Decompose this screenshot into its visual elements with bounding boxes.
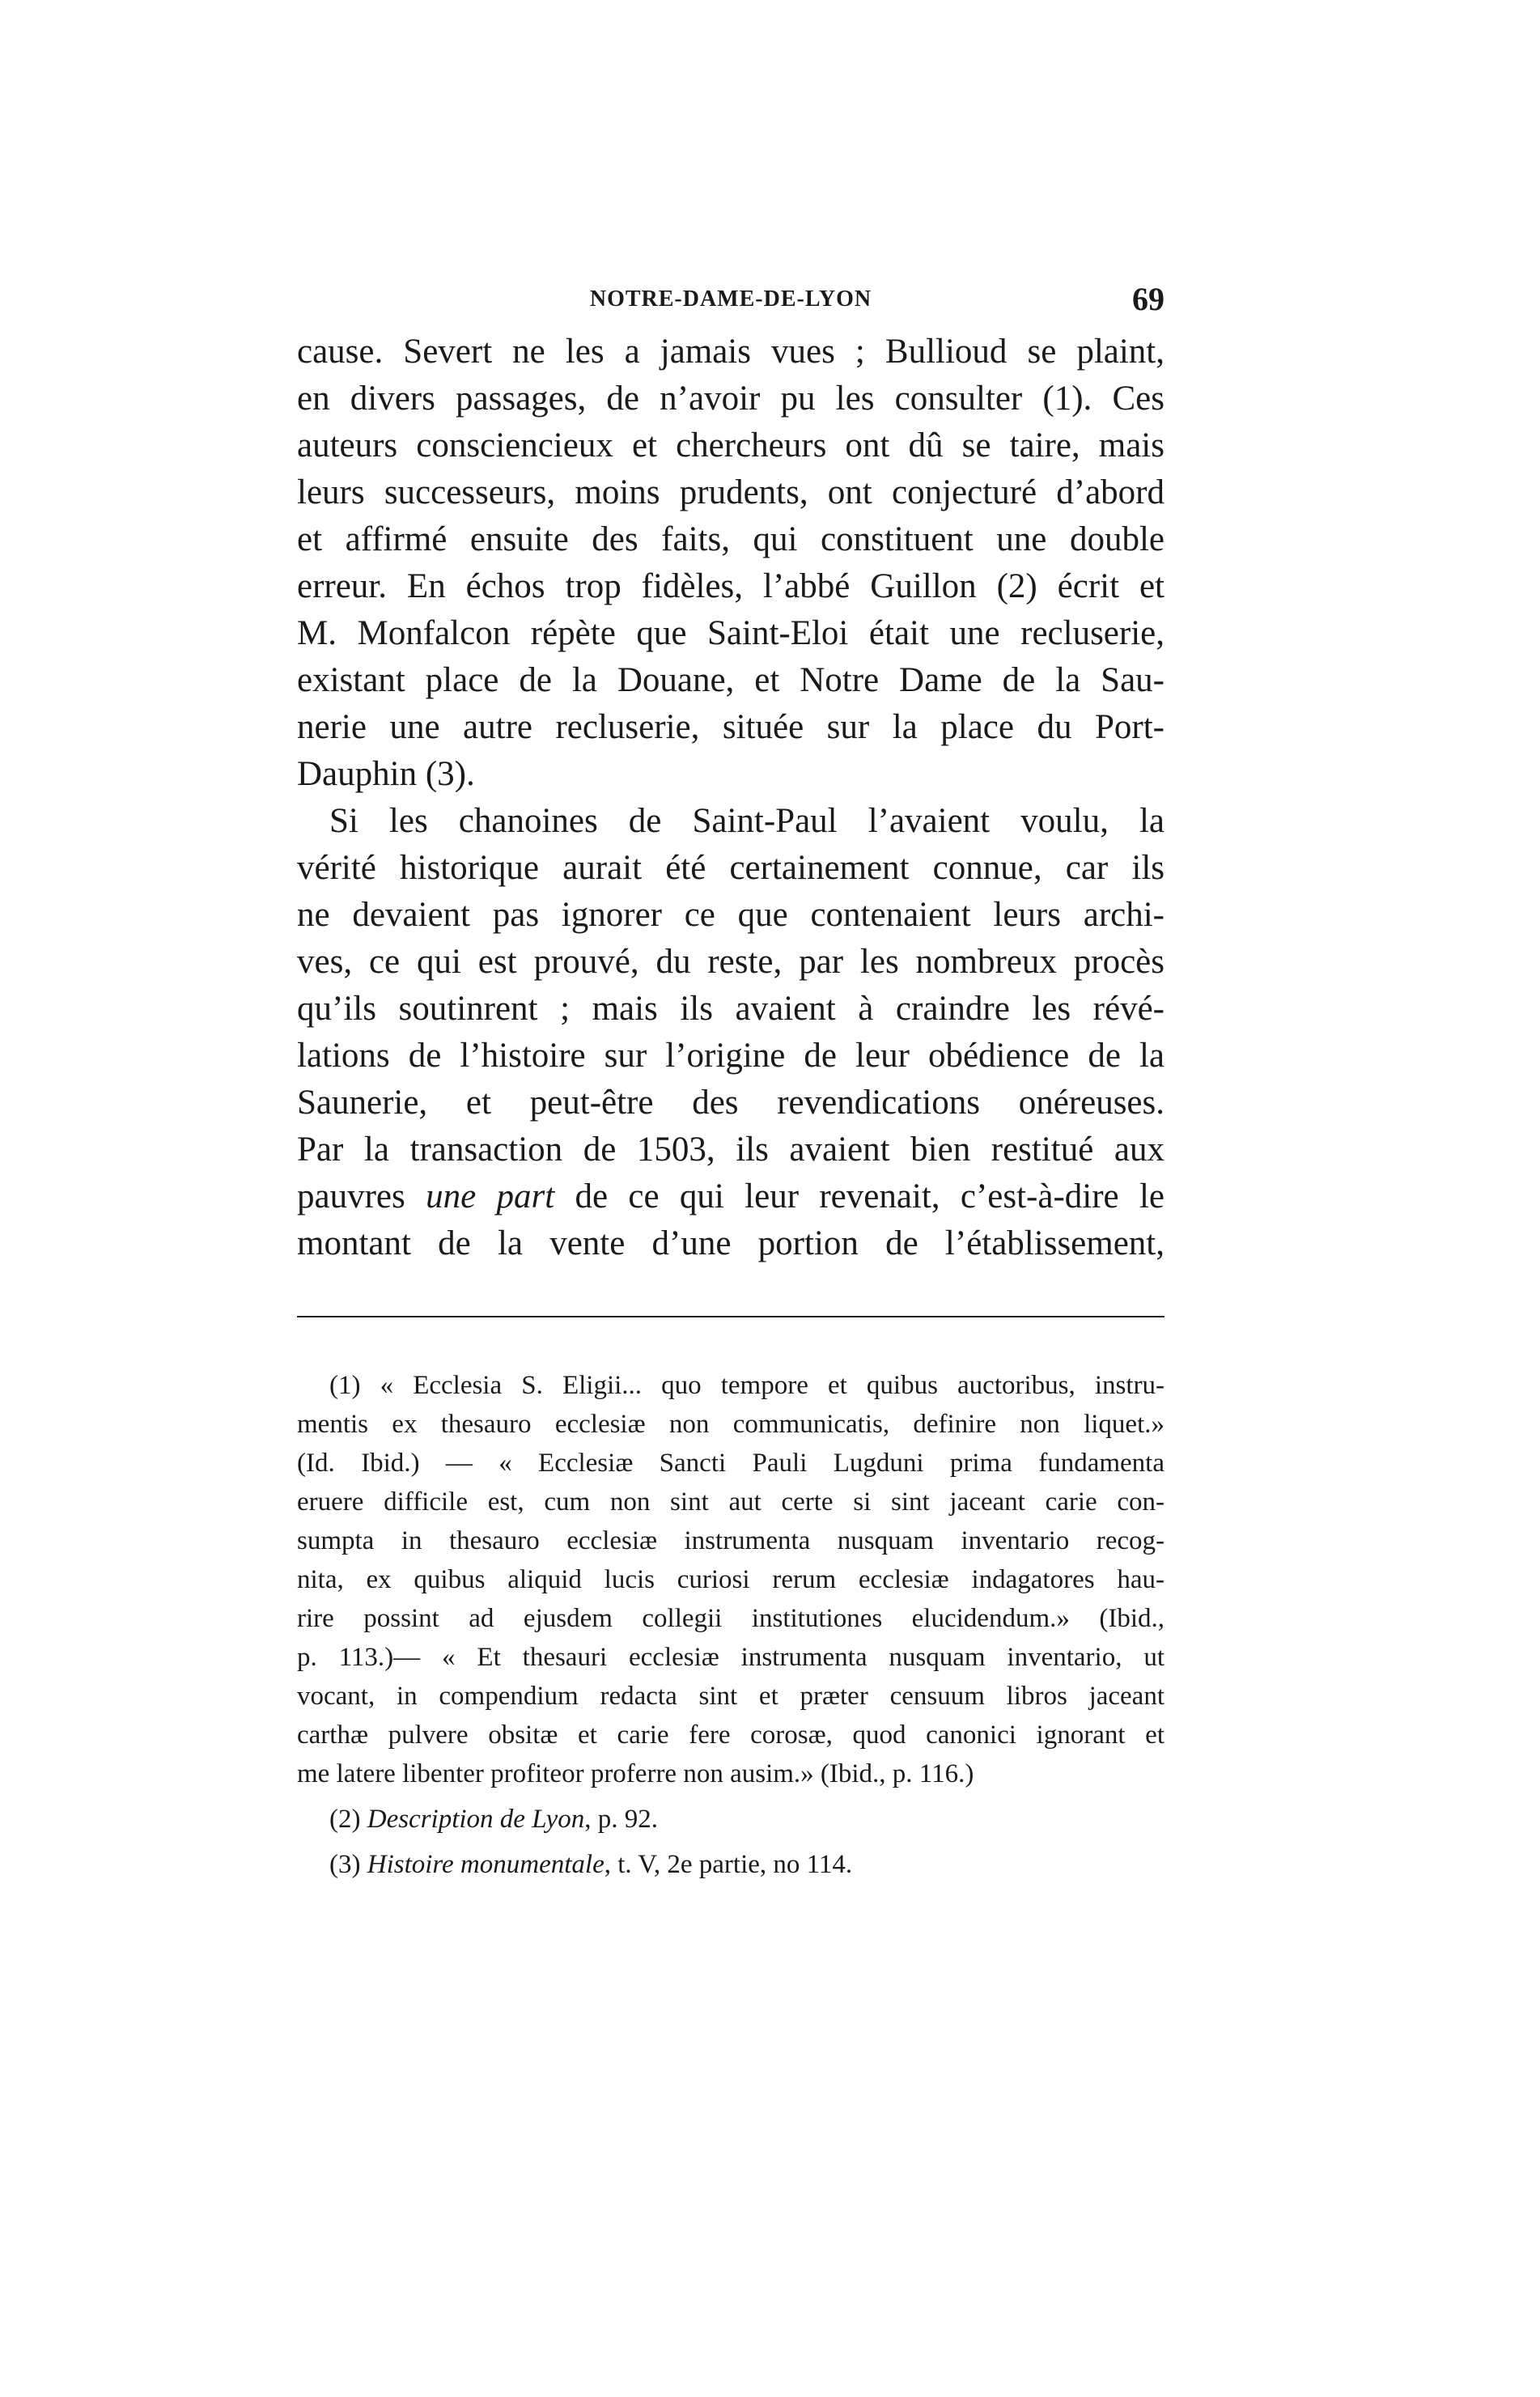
footnote-line: (Id. Ibid.) — « Ecclesiæ Sancti Pauli Lugduni prima fundamenta	[297, 1449, 1165, 1478]
main-text	[297, 329, 1165, 1267]
footnote-line: vocant, in compendium redacta sint et præter censuum libros jaceant	[297, 1682, 1165, 1711]
footnote-marker: (2)	[329, 1805, 367, 1834]
text-line: ne devaient pas ignorer ce que contenaient leurs archi-	[297, 896, 1165, 934]
footnotes	[297, 1366, 1165, 1884]
footnote-line: carthæ pulvere obsitæ et carie fere corosæ, quod canonici ignorant et	[297, 1720, 1165, 1750]
running-title: NOTRE-DAME-DE-LYON	[589, 286, 872, 312]
text-line: montant de la vente d’une portion de l’établissement,	[297, 1224, 1165, 1262]
footnote-2	[297, 1800, 1165, 1839]
footnote-line: me latere libenter profiteor proferre non ausim.» (Ibid., p. 116.)	[297, 1759, 974, 1788]
text-line: et affirmé ensuite des faits, qui constituent une double	[297, 520, 1165, 558]
footnote-line: p. 113.)— « Et thesauri ecclesiæ instrumenta nusquam inventario, ut	[297, 1643, 1165, 1672]
footnote-line: nita, ex quibus aliquid lucis curiosi rerum ecclesiæ indagatores hau-	[297, 1565, 1165, 1594]
footnote-line: eruere difficile est, cum non sint aut certe si sint jaceant carie con-	[297, 1487, 1165, 1517]
footnote-line: (1) « Ecclesia S. Eligii... quo tempore et quibus auctoribus, instru-	[329, 1371, 1165, 1400]
footnote-line: mentis ex thesauro ecclesiæ non communicatis, definire non liquet.»	[297, 1410, 1165, 1439]
text-line: en divers passages, de n’avoir pu les consulter (1). Ces	[297, 380, 1165, 418]
text-line: M. Monfalcon répète que Saint-Eloi était une recluserie,	[297, 614, 1165, 652]
text-line: nerie une autre recluserie, située sur la place du Port-	[297, 708, 1165, 746]
text-line: cause. Severt ne les a jamais vues ; Bullioud se plaint,	[297, 333, 1165, 371]
text-line: ves, ce qui est prouvé, du reste, par les nombreux procès	[297, 943, 1165, 981]
italic-text: Histoire monumentale	[367, 1850, 605, 1879]
text-line: lations de l’histoire sur l’origine de leur obédience de la	[297, 1037, 1165, 1075]
italic-text: Description de Lyon	[367, 1805, 585, 1834]
text-line: existant place de la Douane, et Notre Dame de la Sau-	[297, 661, 1165, 699]
footnote-marker: (3)	[329, 1850, 367, 1879]
text-line: vérité historique aurait été certainement connue, car ils	[297, 849, 1165, 887]
text-line: Si les chanoines de Saint-Paul l’avaient voulu, la	[329, 802, 1165, 840]
text-line: Par la transaction de 1503, ils avaient bien restitué aux	[297, 1131, 1165, 1169]
text-run: de ce qui leur revenait, c’est-à-dire le	[554, 1177, 1165, 1215]
footnote-line: rire possint ad ejusdem collegii institutiones elucidendum.» (Ibid.,	[297, 1604, 1165, 1633]
text-run: , p. 92.	[584, 1805, 658, 1834]
page-number: 69	[1132, 281, 1165, 317]
footnote-3	[297, 1845, 1165, 1884]
text-line: Saunerie, et peut-être des revendications onéreuses.	[297, 1084, 1165, 1122]
text-run: , t. V, 2e partie, no 114.	[604, 1850, 853, 1879]
text-line: Dauphin (3).	[297, 755, 475, 793]
footnote-separator	[297, 1316, 1165, 1317]
italic-text: une part	[426, 1177, 555, 1215]
footnote-line: sumpta in thesauro ecclesiæ instrumenta nusquam inventario recog-	[297, 1526, 1165, 1555]
text-line	[297, 1173, 1165, 1220]
page-header	[297, 280, 1165, 316]
text-line: auteurs consciencieux et chercheurs ont dû se taire, mais	[297, 426, 1165, 465]
text-line: leurs successeurs, moins prudents, ont conjecturé d’abord	[297, 473, 1165, 511]
text-run: pauvres	[297, 1177, 426, 1215]
text-line: qu’ils soutinrent ; mais ils avaient à craindre les révé-	[297, 990, 1165, 1028]
text-line: erreur. En échos trop fidèles, l’abbé Guillon (2) écrit et	[297, 567, 1165, 605]
